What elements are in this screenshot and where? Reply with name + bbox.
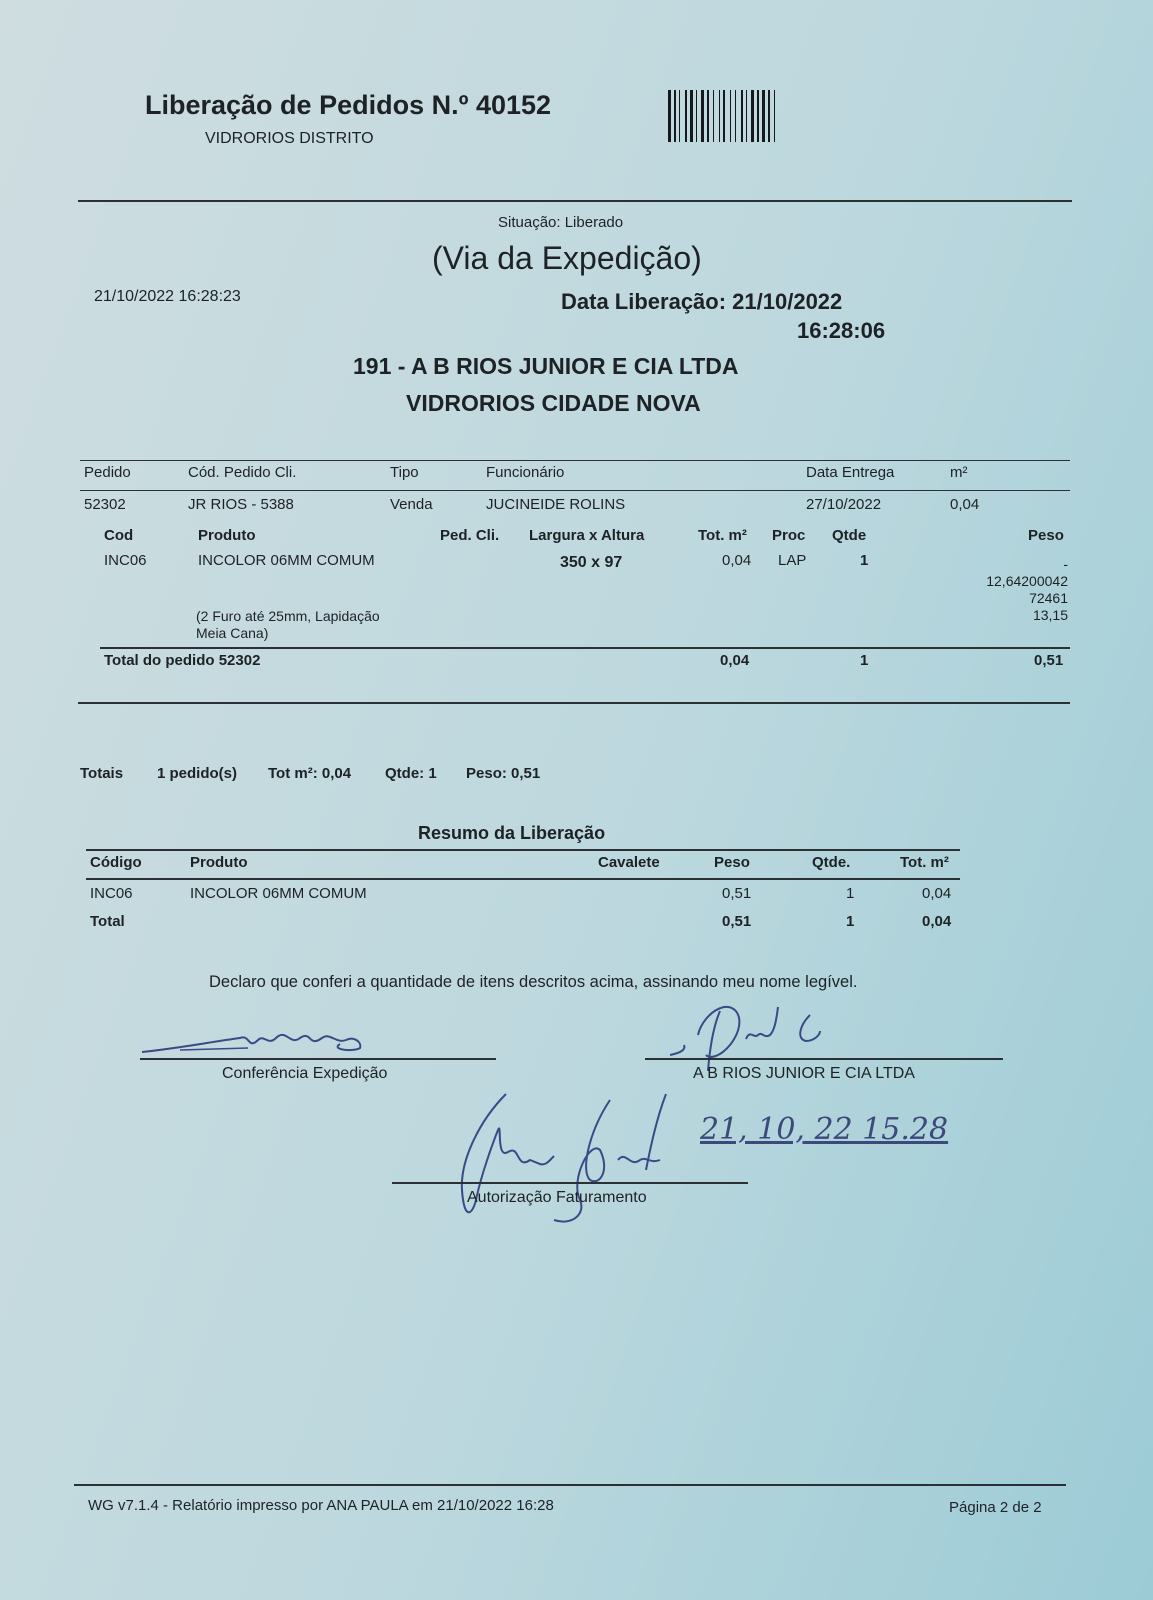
col-data-entrega: Data Entrega bbox=[806, 464, 895, 481]
divider bbox=[100, 647, 1070, 649]
release-time: 16:28:06 bbox=[797, 318, 886, 343]
col-m2: m² bbox=[950, 464, 968, 481]
barcode-bar bbox=[690, 90, 693, 142]
divider bbox=[78, 702, 1070, 704]
order-cod-pedido-cli: JR RIOS - 5388 bbox=[188, 496, 294, 513]
summary-peso: 0,51 bbox=[722, 885, 752, 902]
col-tot-m2: Tot. m² bbox=[698, 527, 747, 544]
summary-row bbox=[0, 885, 1153, 905]
order-total-row bbox=[0, 652, 1153, 672]
barcode-bar bbox=[768, 90, 770, 142]
summary-codigo: INC06 bbox=[90, 885, 133, 902]
item-dimensions: 350 x 97 bbox=[560, 554, 623, 571]
order-total-qtde: 1 bbox=[860, 652, 869, 669]
order-m2: 0,04 bbox=[950, 496, 980, 513]
totals-row bbox=[0, 765, 1153, 785]
signature-line bbox=[392, 1182, 748, 1184]
signature-autorizacao bbox=[450, 1090, 690, 1230]
item-tot-m2: 0,04 bbox=[722, 552, 752, 569]
signature-conferencia bbox=[140, 1020, 380, 1060]
declaration-text: Declaro que conferi a quantidade de itens descritos acima, assinando meu nome legível. bbox=[209, 973, 858, 991]
totals-label: Totais bbox=[80, 765, 124, 782]
barcode-bar bbox=[730, 90, 731, 142]
barcode-bar bbox=[685, 90, 687, 142]
barcode-bar bbox=[707, 90, 709, 142]
handwritten-date: 21, 10, 22 15.28 bbox=[700, 1112, 949, 1147]
summary-col-cavalete: Cavalete bbox=[598, 854, 660, 871]
col-produto: Produto bbox=[198, 527, 256, 544]
totals-qtde: Qtde: 1 bbox=[385, 765, 437, 782]
col-funcionario: Funcionário bbox=[486, 464, 565, 481]
barcode-bar bbox=[719, 90, 720, 142]
barcode-bar bbox=[701, 90, 704, 142]
col-cod-pedido-cli: Cód. Pedido Cli. bbox=[188, 464, 297, 481]
summary-total-qtde: 1 bbox=[846, 913, 855, 930]
item-qtde: 1 bbox=[860, 552, 869, 569]
order-total-m2: 0,04 bbox=[720, 652, 750, 669]
divider bbox=[86, 849, 960, 851]
divider bbox=[80, 490, 1070, 491]
customer-branch: VIDRORIOS CIDADE NOVA bbox=[406, 390, 701, 416]
barcode bbox=[668, 90, 846, 142]
col-pedido: Pedido bbox=[84, 464, 131, 481]
signature-line bbox=[645, 1058, 1003, 1060]
item-produto: INCOLOR 06MM COMUM bbox=[198, 552, 375, 569]
summary-tot-m2: 0,04 bbox=[922, 885, 952, 902]
status-text: Situação: Liberado bbox=[498, 214, 624, 231]
summary-total-row bbox=[0, 913, 1153, 933]
summary-col-produto: Produto bbox=[190, 854, 248, 871]
summary-total-peso: 0,51 bbox=[722, 913, 752, 930]
summary-total-label: Total bbox=[90, 913, 125, 930]
order-row bbox=[0, 496, 1153, 516]
order-tipo: Venda bbox=[390, 496, 433, 513]
print-datetime: 21/10/2022 16:28:23 bbox=[94, 288, 241, 305]
order-funcionario: JUCINEIDE ROLINS bbox=[486, 496, 626, 513]
item-note-line2: Meia Cana) bbox=[196, 625, 269, 641]
col-qtde: Qtde bbox=[832, 527, 867, 544]
barcode-bar bbox=[696, 90, 697, 142]
order-total-label: Total do pedido 52302 bbox=[104, 652, 261, 669]
totals-pedidos: 1 pedido(s) bbox=[157, 765, 238, 782]
totals-m2: Tot m²: 0,04 bbox=[268, 765, 352, 782]
customer-name: 191 - A B RIOS JUNIOR E CIA LTDA bbox=[353, 353, 739, 379]
summary-title: Resumo da Liberação bbox=[418, 823, 606, 843]
totals-peso: Peso: 0,51 bbox=[466, 765, 541, 782]
barcode-bar bbox=[746, 90, 747, 142]
summary-total-tot-m2: 0,04 bbox=[922, 913, 952, 930]
col-peso: Peso bbox=[1028, 527, 1064, 544]
release-date: Data Liberação: 21/10/2022 bbox=[561, 289, 843, 314]
barcode-bar bbox=[674, 90, 676, 142]
barcode-bar bbox=[668, 90, 671, 142]
summary-col-tot-m2: Tot. m² bbox=[900, 854, 949, 871]
barcode-bar bbox=[735, 90, 736, 142]
barcode-bar bbox=[751, 90, 754, 142]
barcode-bar bbox=[741, 90, 743, 142]
barcode-bar bbox=[762, 90, 765, 142]
footer-printed-by: WG v7.1.4 - Relatório impresso por ANA PAULA em 21/10/2022 16:28 bbox=[88, 1497, 554, 1514]
document-title: Liberação de Pedidos N.º 40152 bbox=[145, 90, 552, 120]
item-note-line1: (2 Furo até 25mm, Lapidação bbox=[196, 608, 380, 624]
barcode-bar bbox=[713, 90, 714, 142]
divider bbox=[78, 200, 1072, 202]
item-proc: LAP bbox=[778, 552, 807, 569]
signature-label-cliente: A B RIOS JUNIOR E CIA LTDA bbox=[693, 1065, 915, 1082]
item-peso-dash: - bbox=[1063, 556, 1068, 572]
via-title: (Via da Expedição) bbox=[432, 240, 702, 276]
divider bbox=[80, 460, 1070, 461]
barcode-bar bbox=[679, 90, 680, 142]
item-cod: INC06 bbox=[104, 552, 147, 569]
divider bbox=[86, 878, 960, 880]
item-header-row bbox=[0, 527, 1153, 547]
barcode-bar bbox=[774, 90, 775, 142]
summary-col-peso: Peso bbox=[714, 854, 750, 871]
item-peso-line2: 72461 bbox=[1029, 590, 1068, 606]
col-tipo: Tipo bbox=[390, 464, 419, 481]
signature-line bbox=[140, 1058, 496, 1060]
col-largura-altura: Largura x Altura bbox=[529, 527, 645, 544]
order-pedido: 52302 bbox=[84, 496, 126, 513]
signature-label-autorizacao: Autorização Faturamento bbox=[467, 1189, 647, 1206]
summary-col-codigo: Código bbox=[90, 854, 142, 871]
col-proc: Proc bbox=[772, 527, 806, 544]
barcode-bar bbox=[757, 90, 759, 142]
order-header-row bbox=[0, 464, 1153, 484]
order-data-entrega: 27/10/2022 bbox=[806, 496, 882, 513]
summary-header-row bbox=[0, 854, 1153, 874]
summary-produto: INCOLOR 06MM COMUM bbox=[190, 885, 367, 902]
item-peso-line3: 13,15 bbox=[1032, 607, 1068, 623]
col-cod: Cod bbox=[104, 527, 134, 544]
col-ped-cli: Ped. Cli. bbox=[440, 527, 500, 544]
company-name: VIDRORIOS DISTRITO bbox=[205, 130, 374, 147]
item-note bbox=[196, 608, 380, 642]
footer-divider bbox=[74, 1484, 1066, 1486]
order-total-peso: 0,51 bbox=[1034, 652, 1064, 669]
signature-label-conferencia: Conferência Expedição bbox=[222, 1065, 388, 1082]
item-peso-line1: 12,64200042 bbox=[986, 573, 1068, 589]
footer-page-number: Página 2 de 2 bbox=[949, 1499, 1042, 1516]
item-peso bbox=[940, 556, 1068, 624]
signature-cliente bbox=[650, 995, 860, 1075]
summary-col-qtde: Qtde. bbox=[812, 854, 851, 871]
barcode-bar bbox=[723, 90, 725, 142]
summary-qtde: 1 bbox=[846, 885, 855, 902]
